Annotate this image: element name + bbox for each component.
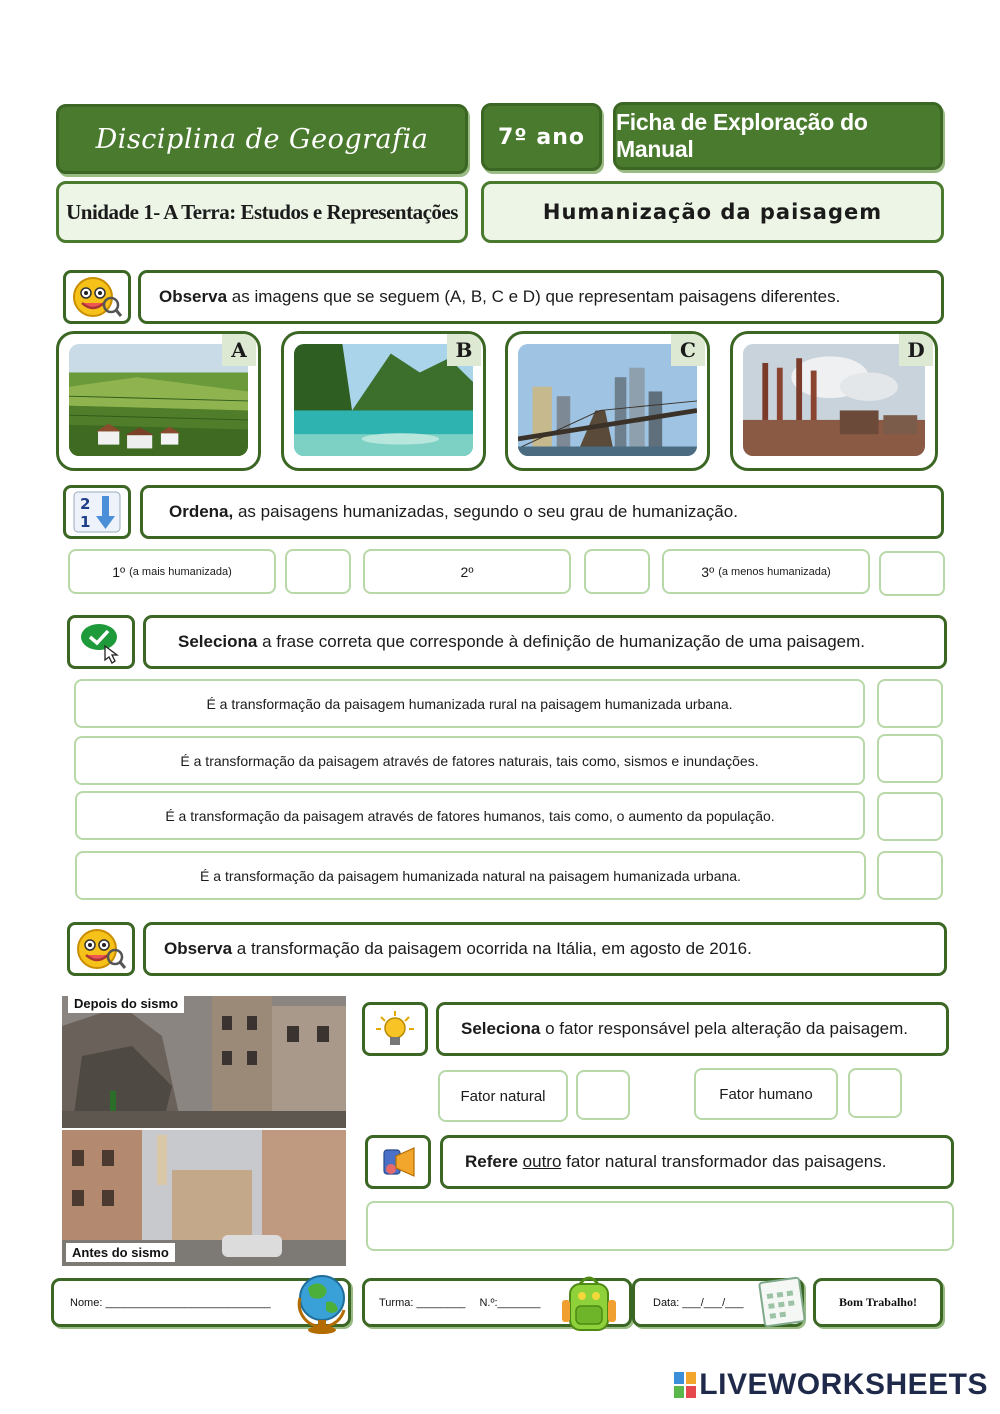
image-letter: C — [671, 334, 705, 366]
name-field: Nome: ___________________________ — [51, 1278, 351, 1327]
megaphone-icon — [365, 1135, 431, 1189]
natural-factor-answer-input[interactable] — [366, 1201, 954, 1251]
rank-input-1[interactable] — [285, 549, 351, 594]
definition-option-2: É a transformação da paisagem através de fatores naturais, tais como, sismos e inundações. — [74, 736, 865, 785]
definition-checkbox-4[interactable] — [877, 851, 943, 900]
definition-checkbox-3[interactable] — [877, 792, 943, 841]
landscape-image-c — [505, 331, 710, 471]
landscape-image-d — [730, 331, 938, 471]
svg-text:2: 2 — [80, 495, 91, 513]
greeting-box: Bom Trabalho! — [813, 1278, 943, 1327]
instruction-select-definition: Seleciona a frase correta que corresponde à definição de humanização de uma paisagem. — [143, 615, 947, 669]
rank-label-3: 3º (a menos humanizada) — [662, 549, 870, 594]
logo-mark-icon — [674, 1372, 696, 1398]
instruction-select-factor: Seleciona o fator responsável pela alteração da paisagem. — [436, 1002, 949, 1056]
lightbulb-icon — [362, 1002, 428, 1056]
class-number-field: Turma: ________ N.º:_______ — [362, 1278, 632, 1327]
instruction-order: Ordena, as paisagens humanizadas, segundo o seu grau de humanização. — [140, 485, 944, 539]
image-letter: B — [447, 334, 481, 366]
rank-input-3[interactable] — [879, 551, 945, 596]
date-field: Data: ___/___/___ — [632, 1278, 804, 1327]
instruction-refer-factor: Refere outro fator natural transformador das paisagens. — [440, 1135, 954, 1189]
caption-before-earthquake: Antes do sismo — [66, 1243, 175, 1262]
rank-label-1: 1º (a mais humanizada) — [68, 549, 276, 594]
option-human-factor: Fator humano — [694, 1068, 838, 1120]
backpack-icon — [556, 1270, 622, 1336]
human-factor-checkbox[interactable] — [848, 1068, 902, 1118]
rank-input-2[interactable] — [584, 549, 650, 594]
landscape-image-a — [56, 331, 261, 471]
calendar-icon — [758, 1272, 808, 1330]
industrial-landscape-image — [743, 344, 925, 456]
definition-option-4: É a transformação da paisagem humanizada natural na paisagem humanizada urbana. — [75, 851, 866, 900]
rank-label-2: 2º — [363, 549, 571, 594]
worksheet-type: Ficha de Exploração do Manual — [613, 102, 943, 170]
natural-factor-checkbox[interactable] — [576, 1070, 630, 1120]
liveworksheets-logo: LIVEWORKSHEETS — [674, 1368, 988, 1402]
select-check-icon — [67, 615, 135, 669]
smiley-magnifier-icon — [67, 922, 135, 976]
definition-checkbox-1[interactable] — [877, 679, 943, 728]
unit-title: Unidade 1- A Terra: Estudos e Representações — [56, 181, 468, 243]
image-letter: D — [899, 334, 933, 366]
landscape-image-b — [281, 331, 486, 471]
discipline-title: Disciplina de Geografia — [56, 104, 468, 174]
before-earthquake-photo — [62, 1130, 346, 1266]
after-earthquake-photo — [62, 996, 346, 1128]
definition-option-1: É a transformação da paisagem humanizada rural na paisagem humanizada urbana. — [74, 679, 865, 728]
globe-icon — [296, 1270, 352, 1336]
svg-text:1: 1 — [80, 513, 91, 531]
instruction-observe-images: Observa as imagens que se seguem (A, B, C e D) que representam paisagens diferentes. — [138, 270, 944, 324]
instruction-observe-italy: Observa a transformação da paisagem ocorrida na Itália, em agosto de 2016. — [143, 922, 947, 976]
definition-option-3: É a transformação da paisagem através de fatores humanos, tais como, o aumento da população. — [75, 791, 865, 840]
caption-after-earthquake: Depois do sismo — [68, 996, 184, 1013]
year-badge: 7º ano — [481, 103, 602, 171]
image-letter: A — [222, 334, 256, 366]
smiley-magnifier-icon — [63, 270, 131, 324]
option-natural-factor: Fator natural — [438, 1070, 568, 1122]
sort-order-icon — [63, 485, 131, 539]
definition-checkbox-2[interactable] — [877, 734, 943, 783]
topic-title: Humanização da paisagem — [481, 181, 944, 243]
